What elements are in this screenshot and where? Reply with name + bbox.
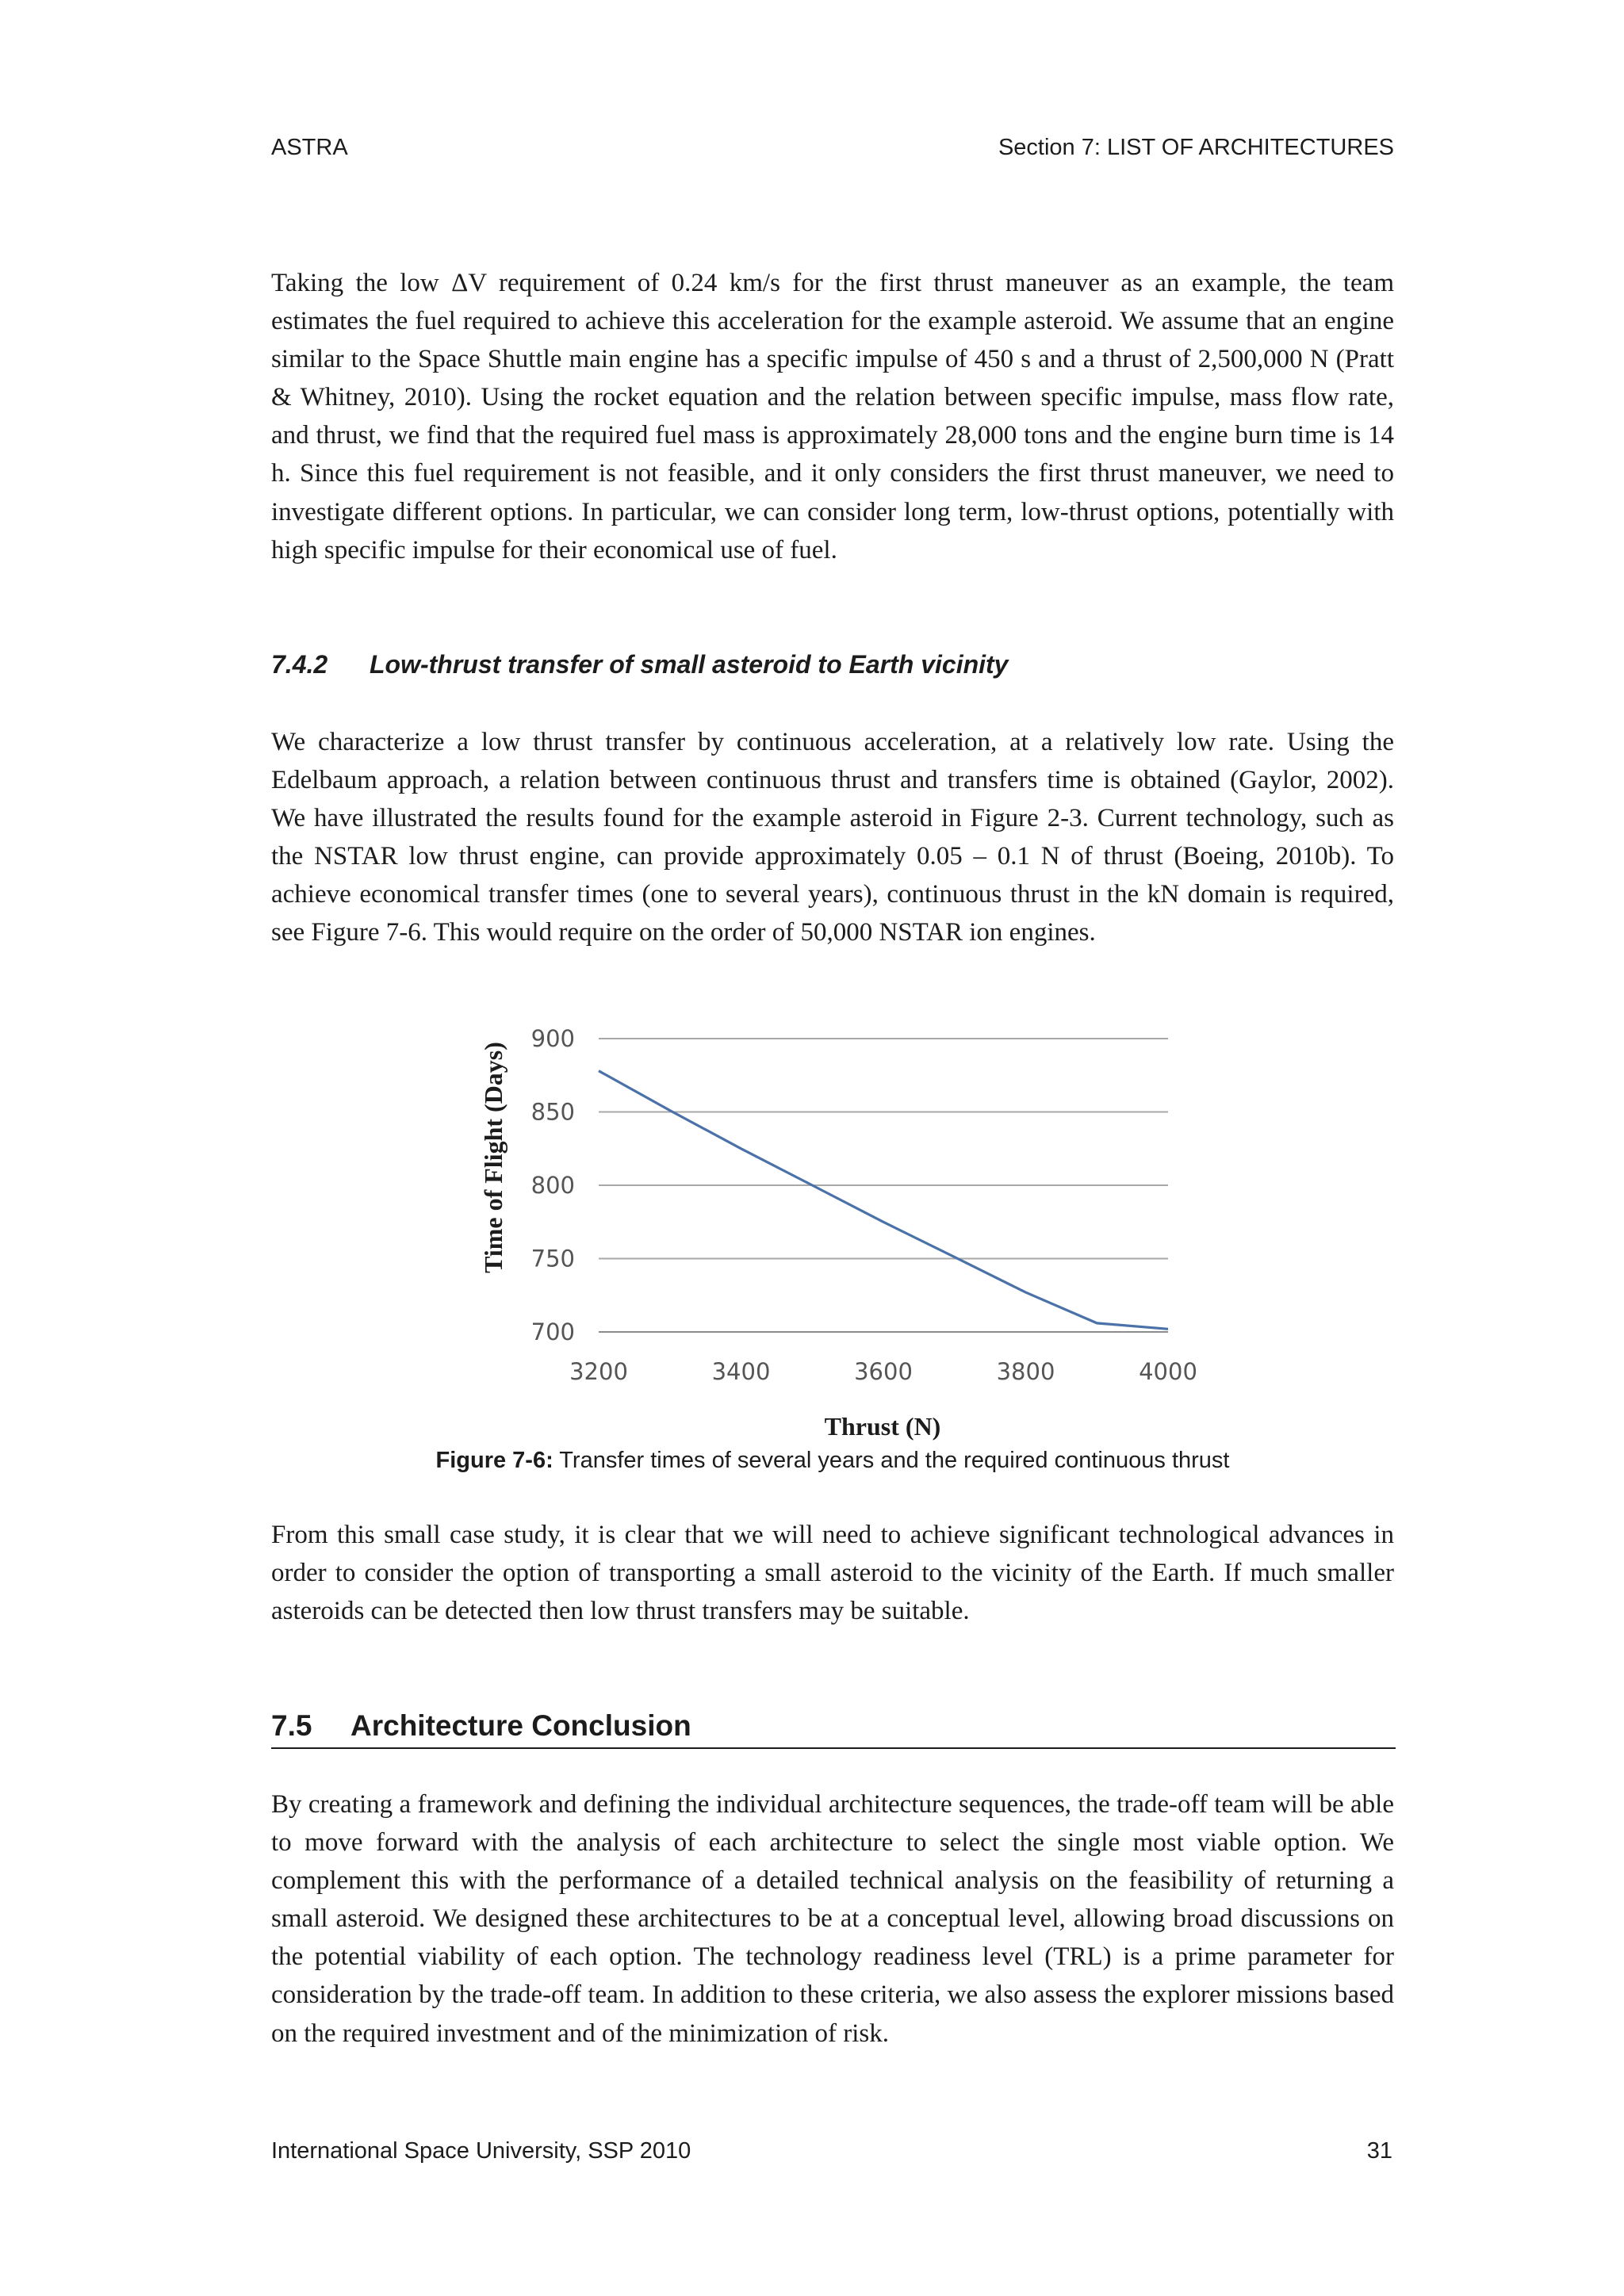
y-tick-label: 850 xyxy=(530,1098,575,1126)
subsection-heading xyxy=(271,650,1008,679)
y-tick-label: 750 xyxy=(530,1245,575,1272)
chart-gridlines xyxy=(599,1039,1168,1332)
subsection-number: 7.4.2 xyxy=(271,650,328,679)
running-header xyxy=(271,135,1394,161)
y-tick-label: 700 xyxy=(530,1318,575,1345)
running-footer xyxy=(271,2138,1392,2164)
paragraph-case-study: From this small case study, it is clear that we will need to achieve significant technological advances in order to consider the option of transporting a small asteroid to the vicinity of the Earth. If much smaller asteroids can be detected then low thrust transfers may be suitable. xyxy=(271,1521,1394,1626)
x-tick-label: 3200 xyxy=(569,1358,628,1385)
subsection-title: Low-thrust transfer of small asteroid to Earth vicinity xyxy=(370,650,1009,679)
page-number: 31 xyxy=(1366,2138,1392,2164)
y-axis-label: Time of Flight (Days) xyxy=(479,1042,508,1273)
thrust-vs-time-chart xyxy=(468,1011,1205,1447)
x-axis-label: Thrust (N) xyxy=(824,1412,941,1441)
footer-left: International Space University, SSP 2010 xyxy=(271,2138,691,2164)
paragraph-conclusion: By creating a framework and defining the individual architecture sequences, the trade-off team will be able to move forward with the analysis of each architecture to select the single most viable option. We complement this with the performance of a detailed technical analysis on the feasibility of returning a small asteroid. We designed these architectures to be at a conceptual level, allowing broad discussions on the potential viability of each option. The technology readiness level (TRL) is a prime parameter for consideration by the trade-off team. In addition to these criteria, we also assess the explorer missions based on the required investment and of the minimization of risk. xyxy=(271,1790,1394,2048)
x-tick-label: 3800 xyxy=(996,1358,1055,1385)
x-tick-label: 4000 xyxy=(1139,1358,1197,1385)
figure-caption-text: Transfer times of several years and the required continuous thrust xyxy=(559,1448,1230,1473)
figure-label: Figure 7-6: xyxy=(435,1448,553,1473)
figure-caption xyxy=(271,1448,1394,1474)
y-tick-label: 800 xyxy=(530,1172,575,1199)
x-tick-label: 3600 xyxy=(854,1358,913,1385)
x-tick-label: 3400 xyxy=(711,1358,771,1385)
paragraph-low-thrust: We characterize a low thrust transfer by continuous acceleration, at a relatively low rate. Using the Edelbaum approach, a relation between continuous thrust and transfers time is obtained (Gaylor, 2002). We have illustrated the results found for the example asteroid in Figure 2-3. Current technology, such as the NSTAR low thrust engine, can provide approximately 0.05 – 0.1 N of thrust (Boeing, 2010b). To achieve economical transfer times (one to several years), continuous thrust in the kN domain is required, see Figure 7-6. This would require on the order of 50,000 NSTAR ion engines. xyxy=(271,728,1394,947)
paragraph-fuel-estimate: Taking the low ΔV requirement of 0.24 km/s for the first thrust maneuver as an example, the team estimates the fuel required to achieve this acceleration for the example asteroid. We assume that an engine similar to the Space Shuttle main engine has a specific impulse of 450 s and a thrust of 2,500,000 N (Pratt & Whitney, 2010). Using the rocket equation and the relation between specific impulse, mass flow rate, and thrust, we find that the required fuel mass is approximately 28,000 tons and the engine burn time is 14 h. Since this fuel requirement is not feasible, and it only considers the first thrust maneuver, we need to investigate different options. In particular, we can consider long term, low-thrust options, potentially with high specific impulse for their economical use of fuel. xyxy=(271,269,1394,564)
header-right: Section 7: LIST OF ARCHITECTURES xyxy=(998,135,1394,160)
x-tick-labels xyxy=(569,1358,1197,1385)
section-title: Architecture Conclusion xyxy=(350,1709,691,1742)
section-number: 7.5 xyxy=(271,1709,312,1742)
section-heading xyxy=(271,1709,1396,1749)
header-left: ASTRA xyxy=(271,135,348,160)
y-tick-label: 900 xyxy=(530,1025,575,1052)
y-tick-labels xyxy=(531,1025,575,1345)
series-line-time-of-flight xyxy=(599,1071,1168,1330)
